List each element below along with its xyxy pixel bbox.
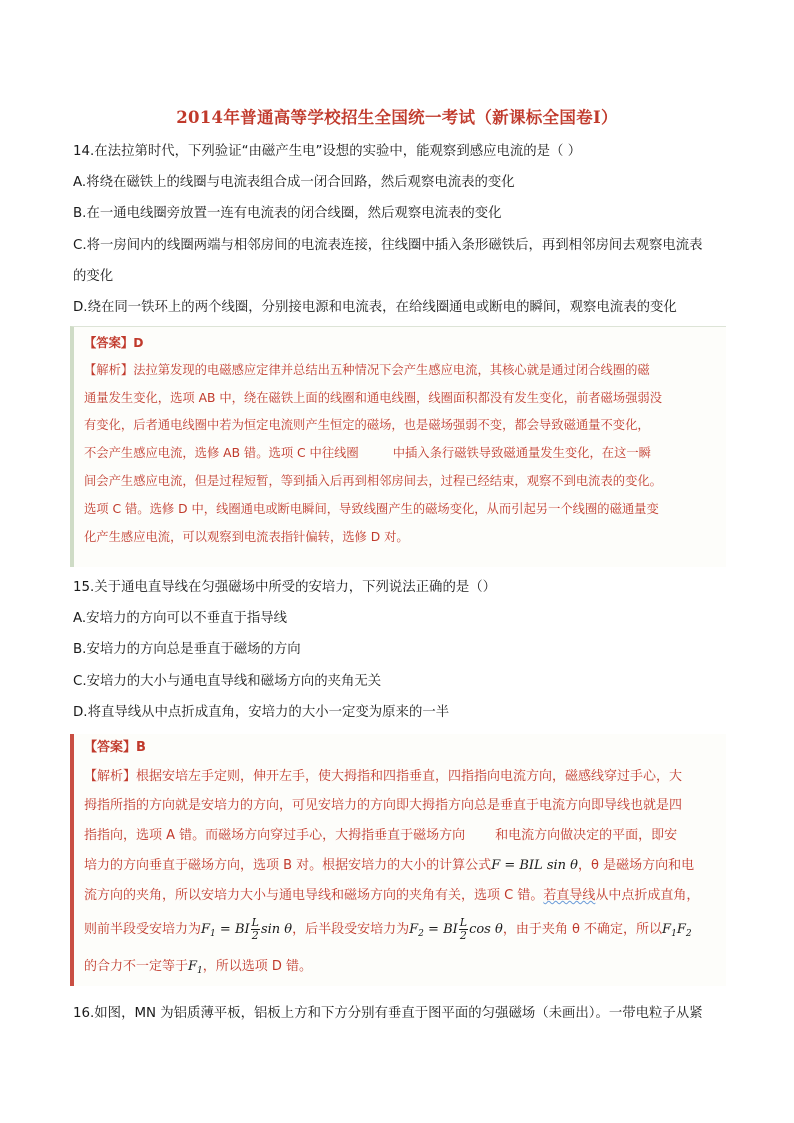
ampere-force-formula: F = BIL sin θ [491, 858, 578, 873]
analysis-text: ，所以选项 D 错。 [202, 959, 313, 974]
question-14-option-d: D.绕在同一铁环上的两个线圈，分别接电源和电流表，在给线圈通电或断电的瞬间，观察电流表的变化 [73, 300, 677, 315]
analysis-text: 和电流方向做决定的平面，即安 [495, 828, 678, 843]
analysis-text: 从中点折成直角， [595, 888, 700, 903]
question-14-analysis-line: 间会产生感应电流，但是过程短暂，等到插入后再到相邻房间去，过程已经结束，观察不到电流表的变化。 [84, 474, 662, 488]
analysis-text: ，由于夹角 θ 不确定，所以 [502, 922, 663, 937]
question-15-analysis-line: 【解析】根据安培左手定则，伸开左手，使大拇指和四指垂直，四指指向电流方向，磁感线穿过手心，大 [84, 769, 683, 784]
question-14-option-c-cont: 的变化 [73, 269, 114, 284]
question-15-analysis-line: 拇指所指的方向就是安培力的方向，可见安培力的方向即大拇指方向总是垂直于电流方向即导线也就是四 [84, 798, 683, 813]
question-14-option-b: B.在一通电线圈旁放置一连有电流表的闭合线圈，然后观察电流表的变化 [73, 206, 502, 221]
force-f1-formula: $F_1$ = BI [201, 922, 250, 939]
question-15-option-b: B.安培力的方向总是垂直于磁场的方向 [73, 642, 301, 657]
question-15-analysis-line [84, 917, 692, 947]
analysis-text: 流方向的夹角，所以安培力大小与通电导线和磁场方向的夹角有关，选项 C 错。 [84, 888, 544, 903]
question-14-analysis-line [84, 444, 651, 462]
question-16-stem: 16.如图，MN 为铝质薄平板，铝板上方和下方分别有垂直于图平面的匀强磁场（未画出）。一带电粒子从紧 [73, 1006, 703, 1021]
fraction-l-over-2: $\frac{L}{2}$ [251, 916, 259, 942]
question-15-analysis-line [84, 958, 312, 980]
question-15-stem: 15.关于通电直导线在匀强磁场中所受的安培力，下列说法正确的是（） [73, 580, 497, 595]
analysis-text: 的合力不一定等于 [84, 959, 189, 974]
question-14-option-c: C.将一房间内的线圈两端与相邻房间的电流表连接，往线圈中插入条形磁铁后，再到相邻房间去观察电流表 [73, 238, 703, 253]
force-f2-formula: $F_2$ = BI [409, 922, 458, 939]
analysis-text: 不会产生感应电流，选修 AB 错。选项 C 中往线圈 [84, 446, 359, 460]
question-14-analysis-line: 【解析】法拉第发现的电磁感应定律并总结出五种情况下会产生感应电流，其核心就是通过闭合线圈的磁 [84, 363, 650, 377]
analysis-text: 培力的方向垂直于磁场方向，选项 B 对。根据安培力的大小的计算公式 [84, 858, 492, 873]
question-14-analysis-line: 化产生感应电流，可以观察到电流表指针偏转，选修 D 对。 [84, 530, 409, 544]
fraction-l-over-2: $\frac{L}{2}$ [459, 916, 468, 942]
question-14-analysis-line: 通量发生变化，选项 AB 中，绕在磁铁上面的线圈和通电线圈，线圈面积都没有发生变化，前者磁场强弱没 [84, 391, 663, 405]
question-14-option-a: A.将绕在磁铁上的线圈与电流表组合成一闭合回路，然后观察电流表的变化 [73, 175, 515, 190]
force-pair: $F_1F_2$ [662, 922, 692, 939]
force-f1: $F_1$ [188, 959, 203, 976]
question-15-option-c: C.安培力的大小与通电直导线和磁场方向的夹角无关 [73, 674, 382, 689]
sin-term: sin θ [260, 922, 293, 937]
question-15-analysis-line [84, 887, 699, 905]
question-15-answer: 【答案】B [84, 740, 146, 755]
question-15-analysis-line [84, 827, 677, 845]
question-15-answer-box [70, 734, 726, 986]
question-15-option-d: D.将直导线从中点折成直角，安培力的大小一定变为原来的一半 [73, 705, 450, 720]
analysis-text: ，θ 是磁场方向和电 [577, 858, 695, 873]
question-14-analysis-line: 选项 C 错。选修 D 中，线圈通电或断电瞬间，导致线圈产生的磁场变化，从而引起另一个线圈的磁通量变 [84, 502, 659, 516]
question-15-option-a: A.安培力的方向可以不垂直于指导线 [73, 611, 288, 626]
question-15-analysis-line [84, 857, 694, 875]
question-14-stem: 14.在法拉第时代，下列验证“由磁产生电”设想的实验中，能观察到感应电流的是（ ） [73, 144, 582, 159]
cos-term: cos θ [469, 922, 503, 937]
analysis-text: 指指向，选项 A 错。而磁场方向穿过手心，大拇指垂直于磁场方向 [84, 828, 466, 843]
question-14-analysis-line: 有变化，后者通电线圈中若为恒定电流则产生恒定的磁场，也是磁场强弱不变，都会导致磁通量不变化， [84, 418, 650, 432]
analysis-text: 则前半段受安培力为 [84, 922, 202, 937]
analysis-text-underlined: 若直导线 [543, 888, 596, 903]
question-14-answer: 【答案】D [84, 336, 144, 350]
question-14-answer-box [70, 326, 726, 567]
analysis-text: ，后半段受安培力为 [292, 922, 410, 937]
exam-title: 2014年普通高等学校招生全国统一考试（新课标全国卷Ⅰ） [176, 108, 618, 127]
analysis-text: 中插入条行磁铁导致磁通量发生变化，在这一瞬 [392, 446, 651, 460]
